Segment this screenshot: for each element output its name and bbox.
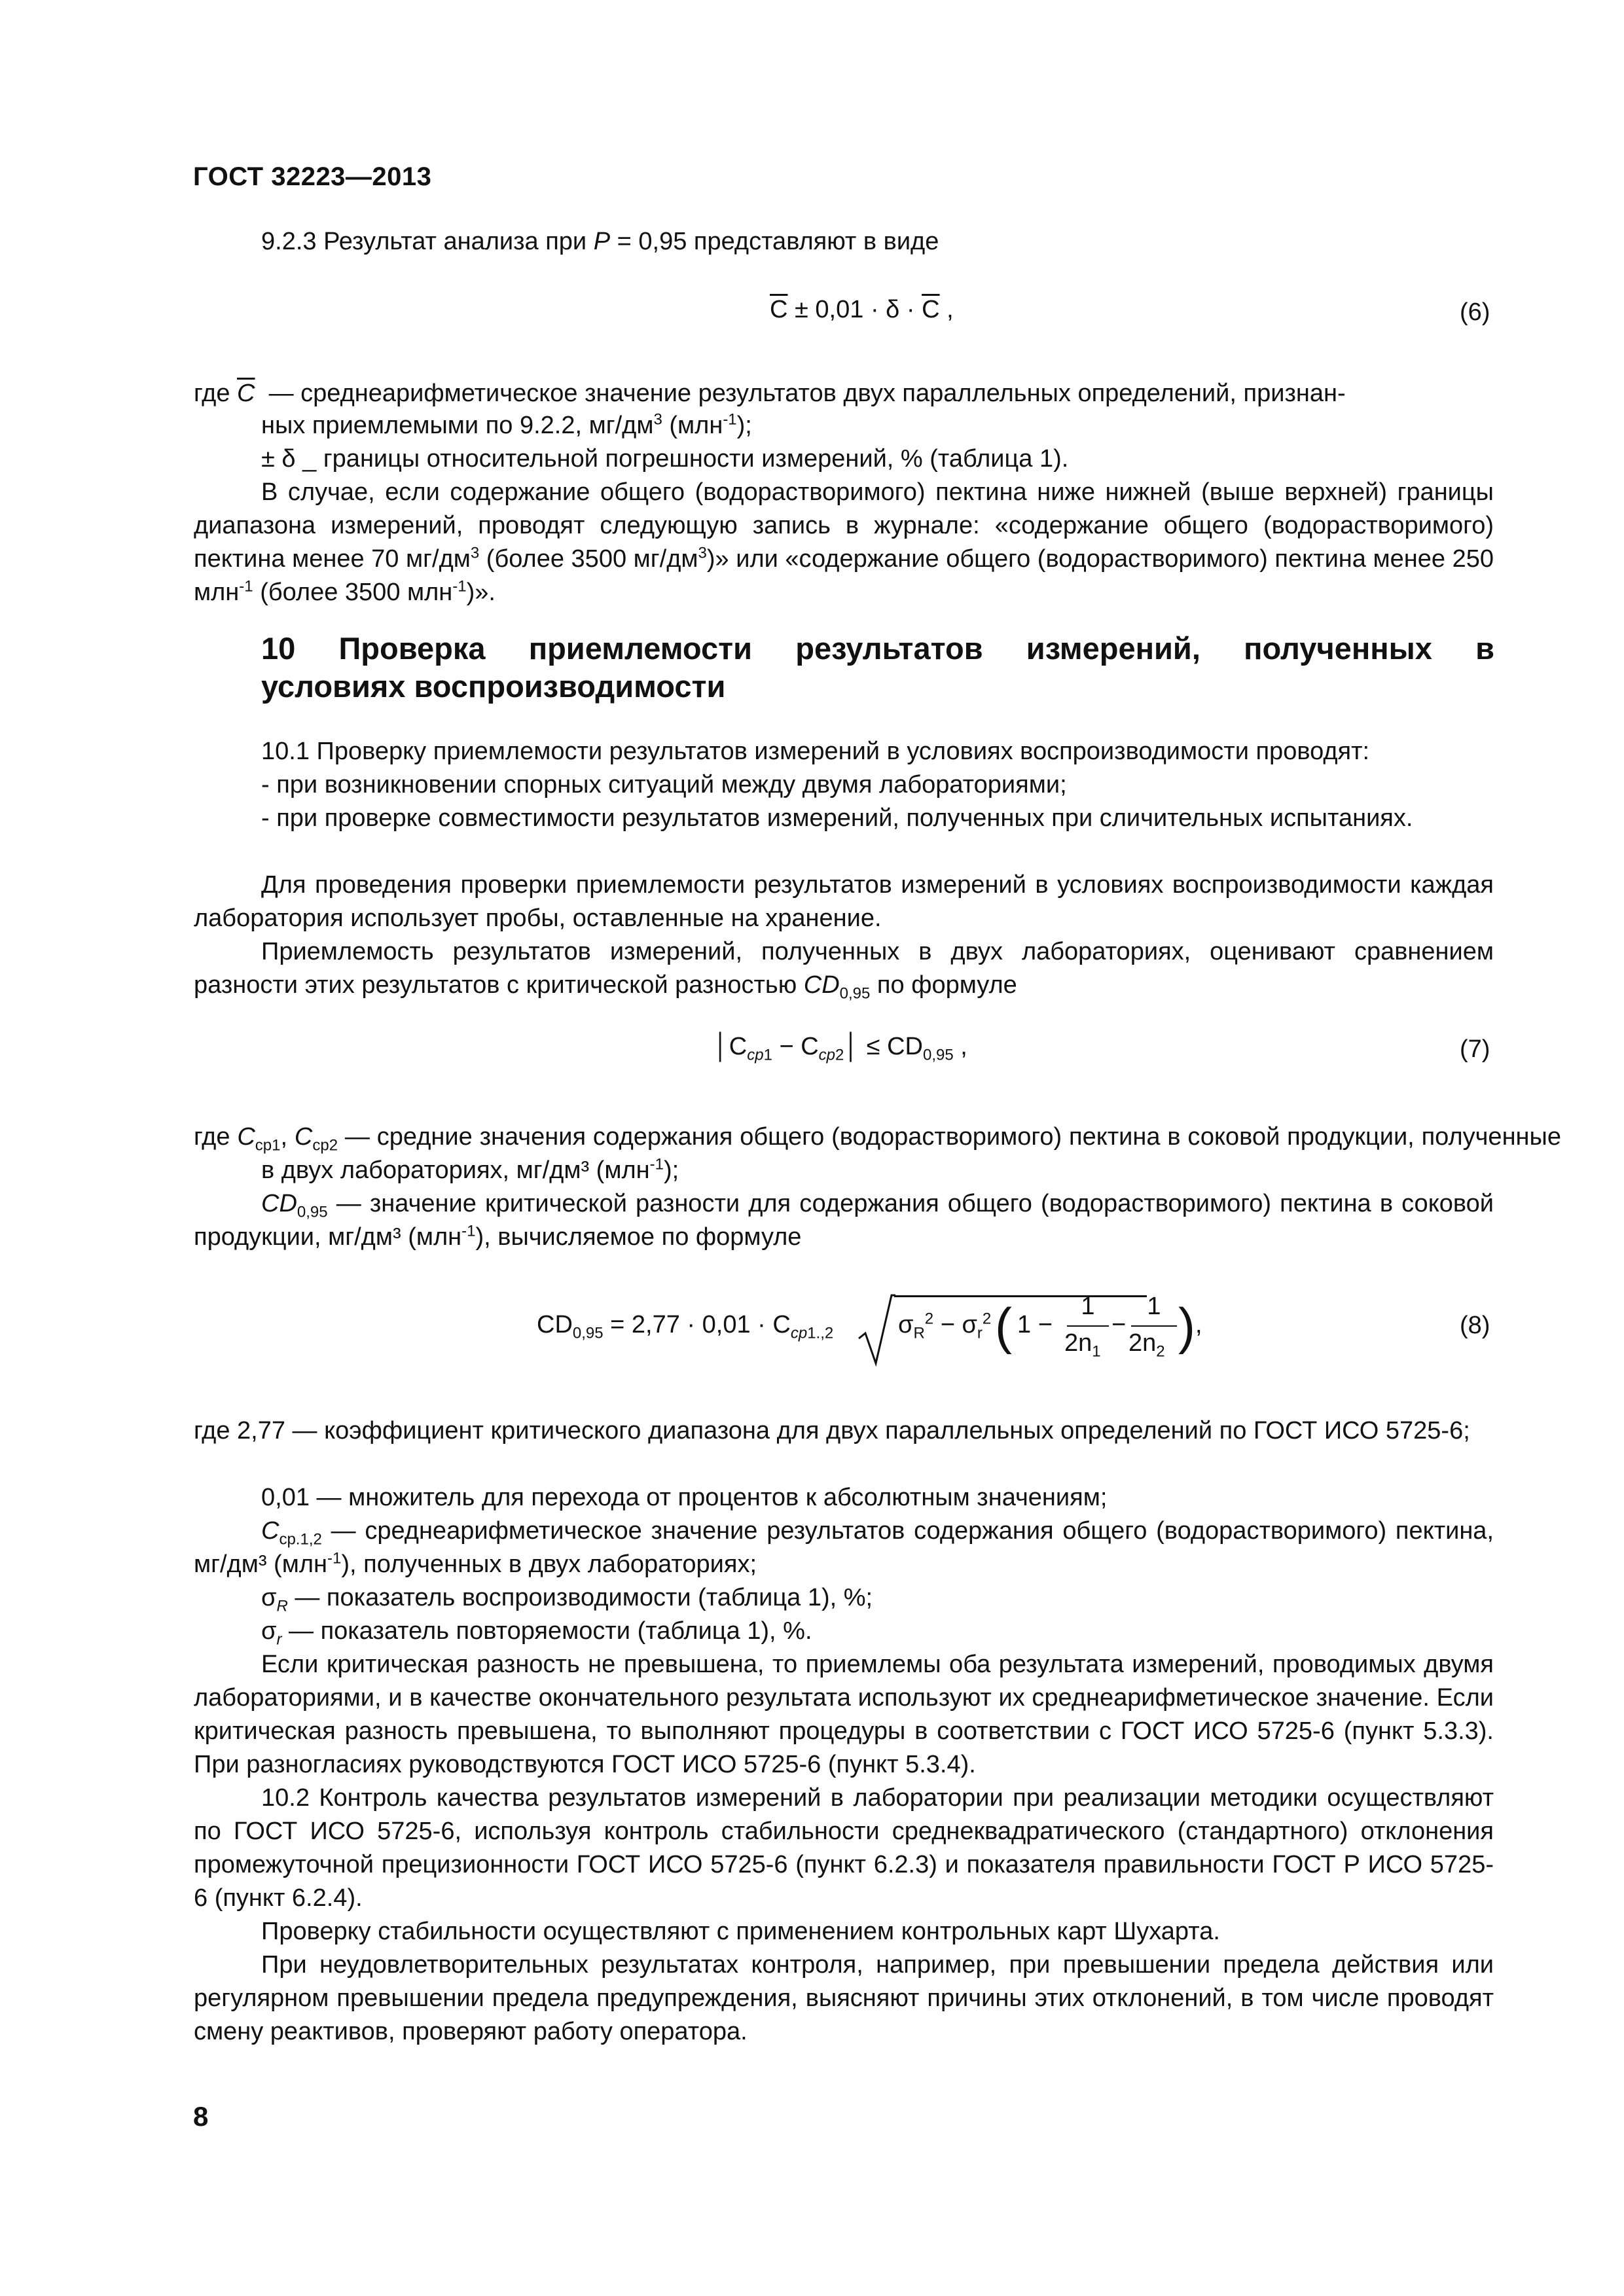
equation-8-number: (8) xyxy=(1460,1312,1490,1339)
where-c-definition: где $\overline{C}$ — среднеарифметическое значение результатов двух параллельных определений, признан- xyxy=(194,380,1346,407)
section-10-title xyxy=(261,630,1494,706)
storage-paragraph: Для проведения проверки приемлемости результатов измерений в условиях воспроизводимости каждая лаборатория использует пробы, оставленные на хранение. xyxy=(194,871,1494,932)
equation-6-number: (6) xyxy=(1460,298,1490,326)
section-10-title-line1: 10 Проверка приемлемости результатов измерений, полученных в xyxy=(261,631,1494,666)
paragraph-10-1: 10.1 Проверку приемлемости результатов измерений в условиях воспроизводимости проводят: xyxy=(261,738,1370,765)
critical-difference-paragraph: Если критическая разность не превышена, то приемлемы оба результата измерений, проводимых двумя лабораториями, и в качестве окончательного результата используют их среднеарифметическое значение. Если критическая разность превышена, то выполняют процедуры в соответствии с ГОСТ ИСО 5725-6 (пункт 5.3.3). При разногласиях руководствуются ГОСТ ИСО 5725-6 (пункт 5.3.4). xyxy=(194,1651,1494,1778)
acceptability-paragraph: Приемлемость результатов измерений, полученных в двух лабораториях, оценивают сравнением разности этих результатов с критической разностью $CD_{0,95}$ по формуле xyxy=(194,938,1494,1003)
multiplier-definition: 0,01 — множитель для перехода от процентов к абсолютным значениям; xyxy=(261,1484,1108,1511)
page-number: 8 xyxy=(193,2101,209,2132)
where-coefficient: где 2,77 — коэффициент критического диапазона для двух параллельных определений по ГОСТ ИСО 5725-6; xyxy=(194,1417,1470,1444)
sigma-reproducibility: $\sigma_R$ — показатель воспроизводимости (таблица 1), %; xyxy=(261,1584,873,1615)
shewhart-paragraph: Проверку стабильности осуществляют с применением контрольных карт Шухарта. xyxy=(261,1918,1220,1945)
paragraph-9-2-3: 9.2.3 Результат анализа при P = 0,95 представляют в виде xyxy=(261,228,939,255)
paragraph-10-2: 10.2 Контроль качества результатов измерений в лаборатории при реализации методики осуществляют по ГОСТ ИСО 5725-6, используя контроль стабильности среднеквадратического (стандартного) отклонения промежуточной прецизионности ГОСТ ИСО 5725-6 (пункт 6.2.3) и показателя правильности ГОСТ Р ИСО 5725-6 (пункт 6.2.4). xyxy=(194,1784,1494,1912)
delta-definition: ± δ _ границы относительной погрешности измерений, % (таблица 1). xyxy=(261,445,1069,473)
sigma-repeatability: $\sigma_r$ — показатель повторяемости (таблица 1), %. xyxy=(261,1617,812,1649)
equation-6: $\overline{C} \pm 0,01 \cdot \delta \cdot \overline{C}$ , xyxy=(770,296,954,323)
equation-8: $CD_{0,95} = 2,77 \cdot 0,01 \cdot C_{cp1.,2}$ $\sigma_R^2 - \sigma_r^2$ ( 1 − 1 $2n_1$ − 1 $2n_2$ ) , xyxy=(537,1293,1191,1371)
equation-7: $│C_{cp1}$ − $C_{cp2}│ \le CD_{0,95}$ , xyxy=(713,1033,967,1064)
equation-7-number: (7) xyxy=(1460,1035,1490,1063)
where-c-definition-cont: ных приемлемыми по 9.2.2, $мг/дм^3$ (млн$^{-1}$); xyxy=(261,410,752,439)
sqrt-sign xyxy=(856,1293,895,1371)
out-of-range-paragraph: В случае, если содержание общего (водорастворимого) пектина ниже нижней (выше верхней) границы диапазона измерений, проводят следующую запись в журнале: «содержание общего (водорастворимого) пектина менее 70 $мг/дм^3$ (более 3500 $мг/дм^3$)» или «содержание общего (водорастворимого) пектина менее 250 млн$^{-1}$ (более 3500 млн$^{-1}$)». xyxy=(194,478,1494,606)
bullet-interlab: - при проверке совместимости результатов измерений, полученных при сличительных испытаниях. xyxy=(261,804,1413,832)
cavg-definition: $C_{ср.1,2}$ — среднеарифметическое значение результатов содержания общего (водорастворимого) пектина, мг/дм³ (млн$^{-1}$), полученных в двух лабораториях; xyxy=(194,1517,1494,1578)
unsatisfactory-paragraph: При неудовлетворительных результатах контроля, например, при превышении предела действия или регулярном превышении предела предупреждения, выясняют причины этих отклонений, в том числе проводят смену реактивов, проверяют работу оператора. xyxy=(194,1951,1494,2045)
document-header: ГОСТ 32223—2013 xyxy=(193,162,432,191)
section-10-title-line2: условиях воспроизводимости xyxy=(261,669,726,704)
cd-definition: $CD_{0,95}$ — значение критической разности для содержания общего (водорастворимого) пектина в соковой продукции, мг/дм³ (млн$^{-1}$), вычисляемое по формуле xyxy=(194,1190,1494,1251)
bullet-disputes: - при возникновении спорных ситуаций между двумя лабораториями; xyxy=(261,771,1067,798)
where-cavg-lab: где $C_{ср1}$, $C_{ср2}$ — средние значения содержания общего (водорастворимого) пектина в соковой продукции, полученные в двух лабораториях, мг/дм³ (млн$^{-1}$); xyxy=(194,1123,1561,1184)
